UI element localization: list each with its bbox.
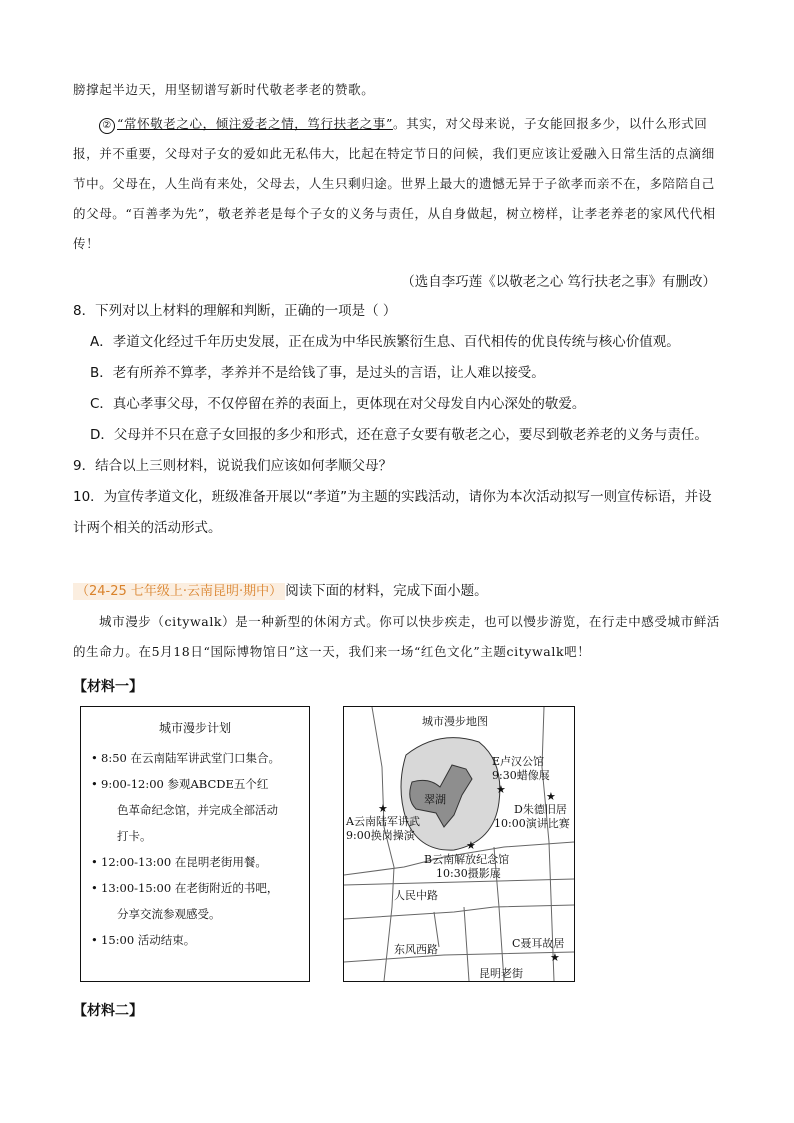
walk-plan-box	[80, 706, 310, 982]
poi-b-name: B云南解放纪念馆	[424, 853, 510, 866]
walk-map-box	[343, 706, 575, 982]
star-marker-b: ★	[466, 839, 476, 852]
question-8: 8．下列对以上材料的理解和判断，正确的一项是（ ）	[73, 303, 397, 319]
plan-item-text: 9:00-12:00 参观ABCDE五个红	[101, 777, 269, 791]
poi-c-name: C聂耳故居	[512, 937, 565, 950]
citywalk-paragraph: 城市漫步（citywalk）是一种新型的休闲方式。你可以快步疾走，也可以慢步游览，在行走中感受城市鲜活的生命力。在5月18日“国际博物馆日”这一天，我们来一场“红色文化”主题citywalk吧！	[73, 614, 720, 659]
poi-e-event: 9:30蜡像展	[492, 769, 550, 782]
poi-a-event: 9:00换岗操演	[346, 829, 415, 842]
plan-item-text: 13:00-15:00 在老街附近的书吧，	[101, 881, 279, 895]
question-10: 10．为宣传孝道文化，班级准备开展以“孝道”为主题的实践活动，请你为本次活动拟写一则宣传标语，并设计两个相关的活动形式。	[73, 489, 712, 536]
star-marker-a: ★	[378, 802, 388, 815]
material-1-heading: 【材料一】	[73, 679, 143, 695]
option-b: B．老有所养不算孝，孝养并不是给钱了事，是过头的言语，让人难以接受。	[90, 365, 545, 381]
star-marker-d: ★	[546, 790, 556, 803]
plan-title: 城市漫步计划	[158, 721, 231, 735]
plan-item	[91, 875, 301, 901]
source-tag: （24-25 七年级上·云南昆明·期中）	[73, 583, 285, 600]
road-line	[344, 952, 574, 962]
plan-item	[91, 771, 301, 797]
plan-item	[91, 849, 301, 875]
section-instruction: 阅读下面的材料，完成下面小题。	[285, 583, 488, 599]
plan-item	[91, 927, 301, 953]
star-marker-e: ★	[496, 783, 506, 796]
option-a: A．孝道文化经过千年历史发展，正在成为中华民族繁衍生息、百代相传的优良传统与核心价值观。	[90, 334, 680, 350]
poi-d-event: 10:00演讲比赛	[494, 817, 570, 830]
plan-item-text: 12:00-13:00 在昆明老街用餐。	[101, 855, 267, 869]
road-label-renmin: 人民中路	[394, 889, 438, 902]
poi-d-name: D朱德旧居	[514, 803, 567, 816]
material-2-heading: 【材料二】	[73, 1003, 143, 1019]
quoted-sentence	[99, 116, 393, 131]
paragraph-text: 。其实，对父母来说，子女能回报多少，以什么形式回报，并不重要，父母对子女的爱如此无私伟大，比起在特定节日的问候，我们更应该让爱融入日常生活的点滴细节中。父母在，人生尚有来处，父母去，人生只剩归途。世界上最大的遗憾无异于子欲孝而亲不在，多陪陪自己的父母。“百善孝为先”，敬老养老是每个子女的义务与责任，从自身做起，树立榜样，让孝老养老的家风代代相传！	[73, 116, 716, 251]
option-c: C．真心孝事父母，不仅停留在养的表面上，更体现在对父母发自内心深处的敬爱。	[90, 396, 586, 412]
plan-item-text: 8:50 在云南陆军讲武堂门口集合。	[101, 751, 280, 765]
road-line	[372, 707, 394, 981]
poi-b-event: 10:30摄影展	[436, 867, 501, 880]
bullet: •	[91, 751, 98, 765]
poi-e-name: E卢汉公馆	[492, 755, 545, 768]
lake-label: 翠湖	[424, 793, 446, 806]
passage-paragraph-2	[73, 109, 723, 259]
plan-item-text: 15:00 活动结束。	[101, 933, 196, 947]
question-9: 9．结合以上三则材料，说说我们应该如何孝顺父母？	[73, 458, 393, 474]
road-label-dongfeng: 东风西路	[394, 943, 438, 956]
road-label-laojie: 昆明老街	[479, 967, 523, 980]
map-title: 城市漫步地图	[422, 715, 488, 728]
city-map	[344, 707, 574, 981]
bullet: •	[91, 881, 98, 895]
bullet: •	[91, 855, 98, 869]
plan-item	[91, 745, 301, 771]
bullet: •	[91, 933, 98, 947]
option-d: D．父母并不只在意子女回报的多少和形式，还在意子女要有敬老之心，要尽到敬老养老的义务与责任。	[90, 427, 708, 443]
circled-number: ②	[99, 118, 115, 134]
section-intro	[73, 576, 733, 607]
road-line	[434, 912, 439, 947]
bullet: •	[91, 777, 98, 791]
road-line	[344, 905, 574, 919]
plan-list	[91, 745, 301, 953]
quote-text: “常怀敬老之心，倾注爱老之情，笃行扶老之事”	[117, 116, 393, 131]
plan-item-continued: 打卡。	[117, 829, 152, 843]
passage-line: 膀撑起半边天，用坚韧谱写新时代敬老孝老的赞歌。	[73, 82, 375, 97]
plan-item-continued: 色革命纪念馆，并完成全部活动	[117, 803, 278, 817]
source-citation: （选自李巧莲《以敬老之心 笃行扶老之事》有删改）	[401, 274, 716, 290]
star-marker-c: ★	[550, 951, 560, 964]
poi-a-name: A云南陆军讲武	[346, 815, 420, 828]
plan-item-continued: 分享交流参观感受。	[117, 907, 221, 921]
road-line	[464, 907, 469, 981]
